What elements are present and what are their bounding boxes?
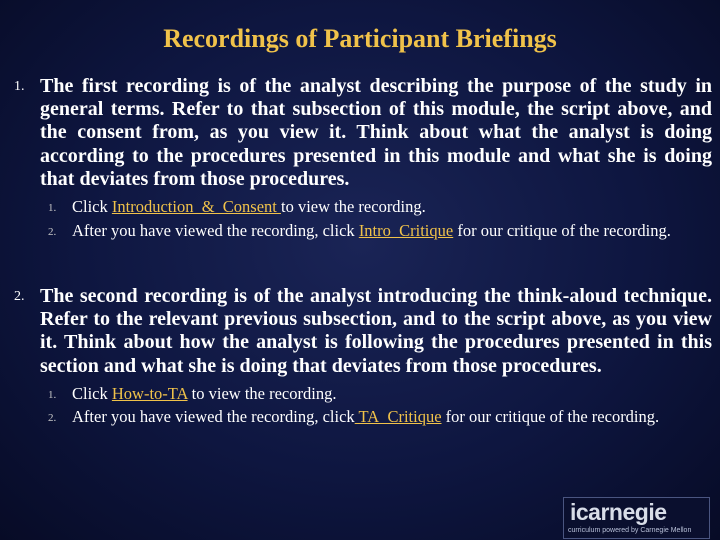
list-item-text: The first recording is of the analyst describing the purpose of the study in general terms. Refer to that subsection of this module, the script above, and the consent from, as you view it. Think about what the analyst is doing according to the procedures presented in this module and what she is doing that deviates from those procedures. [40,75,712,190]
intro-critique-link[interactable]: Intro_Critique [358,220,454,240]
sub-item [40,197,712,217]
sub-item-pre: After you have viewed the recording, click [72,407,355,427]
sub-item-number: 2. [48,412,57,425]
ta-critique-link[interactable]: TA_Critique [354,407,442,427]
logo-tagline: curriculum powered by Carnegie Mellon [568,527,692,534]
sub-item-number: 2. [48,225,57,238]
slide-title: Recordings of Participant Briefings [163,24,557,53]
sub-item-post: to view the recording. [187,383,337,403]
list-item-number: 2. [14,289,25,304]
list-item-1 [14,75,712,240]
sub-item-post: for our critique of the recording. [453,220,671,240]
sub-item [40,384,712,404]
sub-item [40,221,712,241]
list-item-2 [14,285,712,427]
sub-item-number: 1. [48,388,57,401]
sub-item-post: to view the recording. [280,197,426,217]
sub-item-pre: After you have viewed the recording, click [72,220,359,240]
icarnegie-logo [563,497,710,539]
sub-item-pre: Click [72,197,112,217]
sub-item-number: 1. [48,202,57,215]
introduction-consent-link[interactable]: Introduction_&_Consent [111,197,281,217]
sub-item-pre: Click [72,383,112,403]
logo-wordmark: icarnegie [570,499,667,525]
how-to-ta-link[interactable]: How-to-TA [111,383,188,403]
sub-item-post: for our critique of the recording. [441,407,660,427]
list-item-text: The second recording is of the analyst introducing the think-aloud technique. Refer to the relevant previous subsection, and to the script above, as you view it. Think about how the analyst is following the procedures presented in this section and what she is doing that deviates from those procedures. [40,285,712,377]
list-item-number: 1. [14,79,25,94]
sub-item [40,407,712,427]
